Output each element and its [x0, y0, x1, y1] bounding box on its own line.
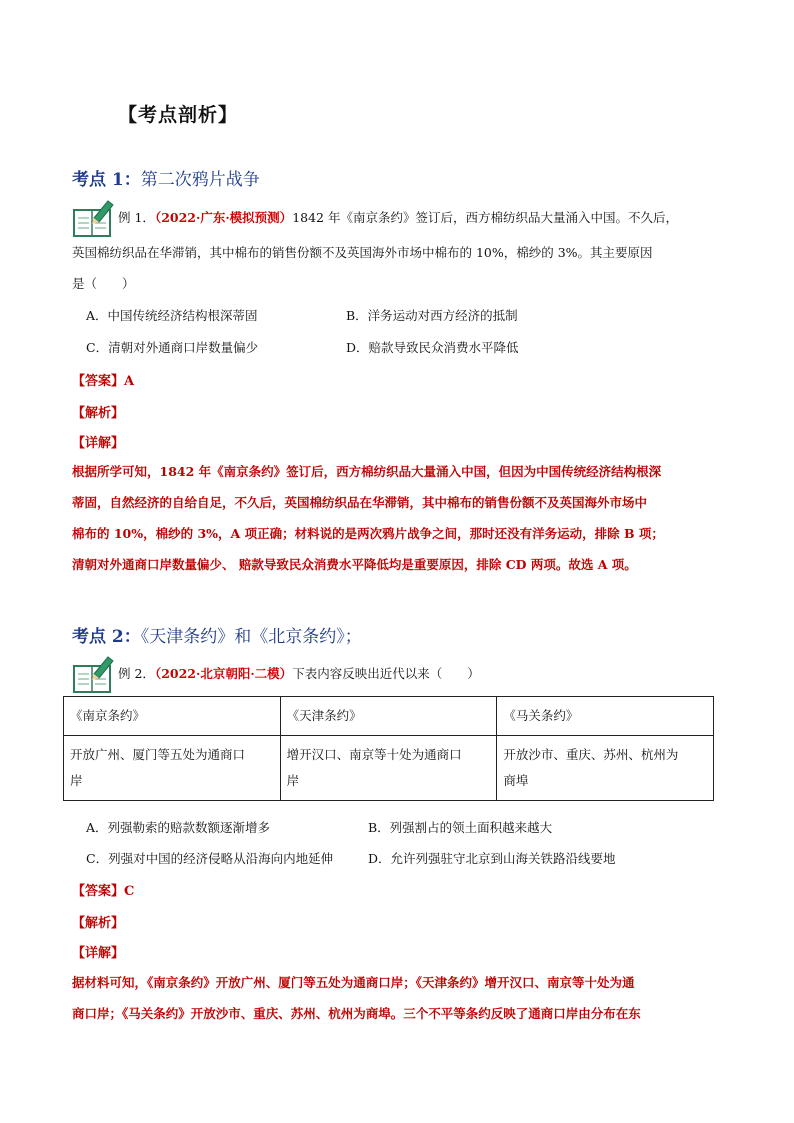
- example-2-option-d: D．允许列强驻守北京到山海关铁路沿线要地: [368, 851, 616, 866]
- table-row: [64, 736, 714, 801]
- table-header-row: [64, 697, 714, 736]
- example-1-label: 例 1．: [118, 210, 155, 225]
- page-heading: 【考点剖析】: [118, 104, 239, 126]
- example-2-answer-value: C: [124, 884, 135, 899]
- section-2-title-text: 《天津条约》和《北京条约》；: [140, 627, 362, 647]
- example-1-option-c: C．清朝对外通商口岸数量偏少: [86, 340, 259, 355]
- table-header-cell: 《马关条约》: [497, 697, 714, 736]
- example-1-option-a: A．中国传统经济结构根深蒂固: [86, 308, 258, 323]
- section-2-title-prefix: 考点 2：: [72, 627, 141, 647]
- table-cell-line: 岸: [286, 773, 300, 788]
- table-cell-line: 增开汉口、南京等十处为通商口: [286, 747, 462, 762]
- example-1-detail-line-4: 清朝对外通商口岸数量偏少、 赔款导致民众消费水平降低均是重要原因，排除 CD 两项。故选 A 项。: [72, 557, 637, 572]
- example-1-stem-line-3: 是（ ）: [72, 276, 135, 291]
- example-2-label: 例 2．: [118, 666, 155, 681]
- example-1-answer-label: 【答案】: [72, 374, 125, 389]
- example-1-source: （2022·广东·模拟预测）: [154, 210, 293, 225]
- treaty-comparison-table: [63, 696, 714, 801]
- table-cell-line: 商埠: [503, 773, 529, 788]
- table-cell-line: 开放沙市、重庆、苏州、杭州为: [503, 747, 679, 762]
- section-1-title-prefix: 考点 1：: [72, 170, 141, 190]
- example-1-detail-line-3: 棉布的 10%，棉纱的 3%，A 项正确；材料说的是两次鸦片战争之间，那时还没有洋务运动，排除 B 项；: [72, 526, 664, 541]
- example-1-detail-line-1: 根据所学可知，1842 年《南京条约》签订后，西方棉纺织品大量涌入中国，但因为中国传统经济结构根深: [72, 464, 662, 479]
- example-2-detail-line-1: 据材料可知，《南京条约》开放广州、厦门等五处为通商口岸；《天津条约》增开汉口、南京等十处为通: [72, 975, 635, 990]
- example-2-answer: [72, 880, 134, 899]
- notebook-pencil-icon: [72, 654, 116, 694]
- example-1-detail-label: 【详解】: [72, 436, 125, 451]
- example-1-answer: [72, 370, 134, 389]
- example-2-source: （2022·北京朝阳·二模）: [154, 666, 293, 681]
- example-1-stem-line-1: [118, 208, 678, 228]
- example-1-detail-line-2: 蒂固，自然经济的自给自足，不久后，英国棉纺织品在华滞销，其中棉布的销售份额不及英国海外市场中: [72, 495, 648, 510]
- example-1-analysis-label: 【解析】: [72, 406, 125, 421]
- example-2-option-a: A．列强勒索的赔款数额逐渐增多: [86, 820, 271, 835]
- table-cell: [497, 736, 714, 801]
- table-cell: [64, 736, 281, 801]
- notebook-pencil-icon: [72, 198, 116, 238]
- example-2-option-c: C．列强对中国的经济侵略从沿海向内地延伸: [86, 851, 334, 866]
- table-cell: [280, 736, 497, 801]
- example-2-option-b: B．列强割占的领土面积越来越大: [368, 820, 553, 835]
- table-cell-line: 岸: [70, 773, 83, 788]
- example-1-answer-value: A: [124, 374, 135, 389]
- table-header-cell: 《南京条约》: [64, 697, 281, 736]
- table-header-cell: 《天津条约》: [280, 697, 497, 736]
- section-1-title-text: 第二次鸦片战争: [140, 170, 260, 190]
- example-1-option-b: B．洋务运动对西方经济的抵制: [346, 308, 518, 323]
- example-2-analysis-label: 【解析】: [72, 916, 125, 931]
- example-2-stem-text: 下表内容反映出近代以来（ ）: [292, 666, 480, 681]
- section-1-title: [72, 165, 260, 190]
- example-2-stem-line-1: [118, 664, 480, 684]
- table-cell-line: 开放广州、厦门等五处为通商口: [70, 747, 246, 762]
- section-2-title: [72, 622, 362, 647]
- example-1-stem-text: 1842 年《南京条约》签订后，西方棉纺织品大量涌入中国。不久后，: [292, 210, 678, 225]
- example-1-option-d: D．赔款导致民众消费水平降低: [346, 340, 519, 355]
- example-2-answer-label: 【答案】: [72, 884, 125, 899]
- example-1-stem-line-2: 英国棉纺织品在华滞销，其中棉布的销售份额不及英国海外市场中棉布的 10%，棉纱的 3%。其主要原因: [72, 245, 653, 260]
- example-2-detail-line-2: 商口岸；《马关条约》开放沙市、重庆、苏州、杭州为商埠。三个不平等条约反映了通商口岸由分布在东: [72, 1006, 641, 1021]
- example-2-detail-label: 【详解】: [72, 946, 125, 961]
